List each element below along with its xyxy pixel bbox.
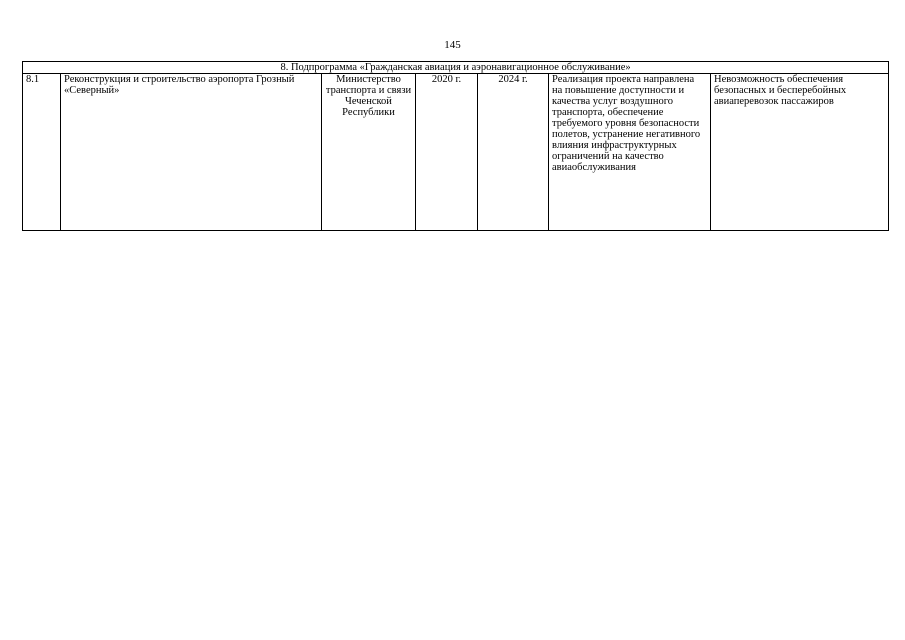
cell-consequences: Невозможность обеспечения безопасных и бесперебойных авиаперевозок пассажиров [711, 74, 889, 231]
cell-expected-result: Реализация проекта направлена на повышение доступности и качества услуг воздушного транспорта, обеспечение требуемого уровня безопасности полетов, устранение негативного влияния инфраструктурных ограничений на качество авиаобслуживания [549, 74, 711, 231]
cell-number: 8.1 [23, 74, 61, 231]
cell-end-year: 2024 г. [478, 74, 549, 231]
cell-start-year: 2020 г. [416, 74, 478, 231]
table-row [23, 74, 889, 231]
program-table [22, 61, 889, 231]
cell-responsible: Министерство транспорта и связи Чеченской Республики [322, 74, 416, 231]
section-title: 8. Подпрограмма «Гражданская авиация и аэронавигационное обслуживание» [23, 62, 889, 74]
cell-activity-name: Реконструкция и строительство аэропорта Грозный «Северный» [61, 74, 322, 231]
section-header-row [23, 62, 889, 74]
page-number: 145 [444, 39, 461, 51]
